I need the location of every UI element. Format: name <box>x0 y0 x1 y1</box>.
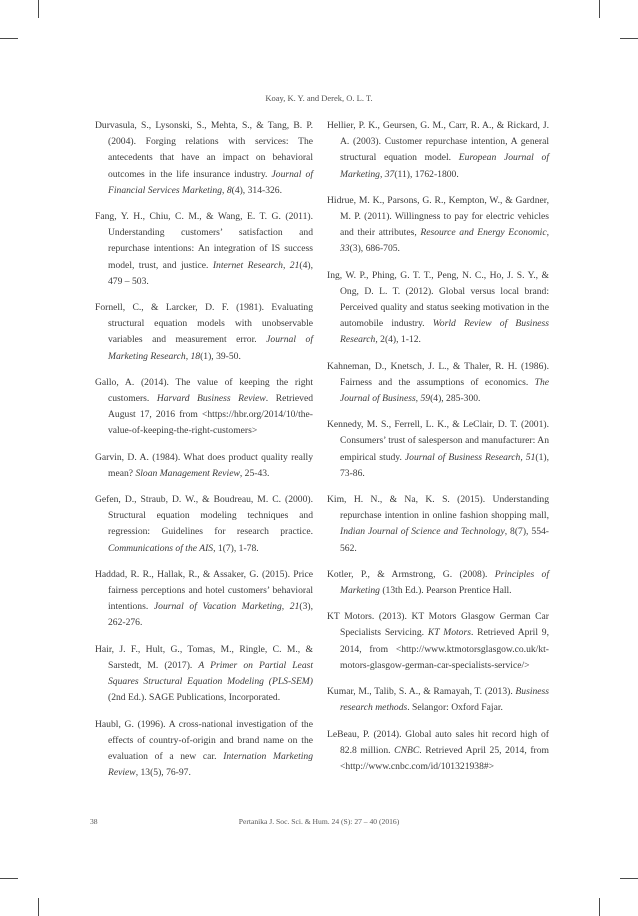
reference-details: (4), 479 – 503. <box>108 259 313 287</box>
reference-details: (1), 73-86. <box>340 451 549 479</box>
journal-citation: Pertanika J. Soc. Sci. & Hum. 24 (S): 27 – 40 (2016) <box>238 817 400 826</box>
reference-details: (4), 314-326. <box>231 184 282 196</box>
reference-details: , 25-43. <box>239 467 270 479</box>
reference-details: . Selangor: Oxford Fajar. <box>407 702 503 714</box>
reference-text: KT Motors. (2013). KT Motors Glasgow German Car Specialists Servicing. <box>327 611 549 639</box>
reference-entry <box>95 450 313 482</box>
reference-text: Kahneman, D., Knetsch, J. L., & Thaler, R. H. (1986). Fairness and the assumptions of economics. <box>327 360 549 388</box>
reference-entry <box>95 492 313 557</box>
reference-source-title: Journal of Marketing Research, 18 <box>108 334 313 362</box>
reference-text: Fornell, C., & Larcker, D. F. (1981). Evaluating structural equation models with unobservable variables and measurement error. <box>95 302 313 346</box>
reference-details: , 2(4), 1-12. <box>375 334 421 346</box>
reference-entry <box>95 375 313 440</box>
reference-source-title: CNBC <box>394 744 420 756</box>
crop-mark <box>620 38 638 39</box>
crop-mark <box>599 898 600 916</box>
reference-details: (11), 1762-1800. <box>394 168 459 180</box>
reference-entry <box>327 268 549 349</box>
references-left-column <box>95 118 313 791</box>
reference-source-title: Internet Research, 21 <box>212 259 300 271</box>
references-right-column <box>327 118 549 785</box>
reference-source-title: A Primer on Partial Least Squares Structural Equation Modeling (PLS-SEM) <box>108 659 314 688</box>
reference-source-title: Communications of the AIS <box>108 542 214 554</box>
reference-entry <box>95 118 313 199</box>
reference-entry <box>95 567 313 632</box>
reference-source-title: Indian Journal of Science and Technology <box>340 526 505 538</box>
reference-entry <box>327 359 549 408</box>
crop-mark <box>0 38 18 39</box>
reference-details: . Retrieved August 17, 2016 from <https://hbr.org/2014/10/the-value-of-keeping-the-right-customers> <box>108 393 313 437</box>
reference-details: (4), 285-300. <box>430 393 481 405</box>
reference-text: Hellier, P. K., Geursen, G. M., Carr, R. A., & Rickard, J. A. (2003). Customer repurchase intention, A general structural equation model. <box>327 120 549 164</box>
reference-text: Durvasula, S., Lysonski, S., Mehta, S., & Tang, B. P. (2004). Forging relations with services: The antecedents that have an impact on behavioral outcomes in the life insurance industry. <box>95 120 313 180</box>
reference-source-title: Journal of Business Research, 51 <box>404 451 536 463</box>
page-number: 38 <box>90 817 98 826</box>
reference-text: Hair, J. F., Hult, G., Tomas, M., Ringle, C. M., & Sarstedt, M. (2017). <box>95 643 313 671</box>
reference-source-title: Sloan Management Review <box>135 467 240 479</box>
reference-entry <box>327 727 549 776</box>
reference-text: Kumar, M., Talib, S. A., & Ramayah, T. (2013). <box>327 686 516 698</box>
reference-source-title: Resource and Energy Economic, 33 <box>340 227 549 255</box>
reference-source-title: European Journal of Marketing, 37 <box>340 152 549 180</box>
reference-text: Gallo, A. (2014). The value of keeping the right customers. <box>95 376 313 405</box>
crop-mark <box>38 0 39 18</box>
crop-mark <box>620 878 638 879</box>
reference-details: (2nd Ed.). SAGE Publications, Incorporated. <box>108 692 281 704</box>
reference-source-title: Journal of Vacation Marketing, 21 <box>153 601 300 613</box>
reference-details: . Retrieved April 25, 2014, from <http://www.cnbc.com/id/101321938#> <box>340 744 550 772</box>
reference-source-title: Business research methods <box>340 686 549 714</box>
reference-source-title: Internation Marketing Review <box>108 750 314 779</box>
crop-mark <box>599 0 600 18</box>
reference-text: Garvin, D. A. (1984). What does product quality really mean? <box>95 451 313 479</box>
reference-details: , 1(7), 1-78. <box>213 542 259 554</box>
reference-text: Haddad, R. R., Hallak, R., & Assaker, G. (2015). Price fairness perceptions and hotel customers’ behavioral intentions. <box>95 568 313 613</box>
reference-text: Fang, Y. H., Chiu, C. M., & Wang, E. T. G. (2011). Understanding customers’ satisfaction and repurchase intentions: An integration of IS success model, trust, and justice. <box>95 211 313 271</box>
reference-entry <box>327 417 549 482</box>
reference-source-title: Journal of Financial Services Marketing, 8 <box>108 168 313 196</box>
crop-mark <box>0 878 18 879</box>
running-head: Koay, K. Y. and Derek, O. L. T. <box>265 93 373 103</box>
reference-entry <box>327 492 549 557</box>
reference-source-title: World Review of Business Research <box>340 318 549 346</box>
reference-source-title: The Journal of Business, 59 <box>340 376 549 405</box>
reference-details: , 13(5), 76-97. <box>135 767 191 779</box>
reference-details: . Retrieved April 9, 2014, from <http://www.ktmotorsglasgow.co.uk/kt-motors-glasgow-german-car-specialists-service/> <box>340 627 550 671</box>
reference-text: Haubl, G. (1996). A cross-national investigation of the effects of country-of-origin and brand name on the evaluation of a new car. <box>95 718 313 762</box>
reference-entry <box>95 642 313 707</box>
reference-source-title: Principles of Marketing <box>340 568 550 597</box>
reference-text: Kim, H. N., & Na, K. S. (2015). Understanding repurchase intention in online fashion shopping mall, <box>327 494 549 522</box>
reference-details: , 8(7), 554-562. <box>340 526 549 554</box>
reference-text: Gefen, D., Straub, D. W., & Boudreau, M. C. (2000). Structural equation modeling techniques and regression: Guidelines for research practice. <box>95 494 313 538</box>
reference-entry <box>327 567 549 599</box>
reference-details: (1), 39-50. <box>200 350 241 362</box>
reference-text: Hidrue, M. K., Parsons, G. R., Kempton, W., & Gardner, M. P. (2011). Willingness to pay for electric vehicles and their attributes, <box>327 194 549 239</box>
reference-source-title: KT Motors <box>427 627 471 639</box>
reference-details: (13th Ed.). Pearson Prentice Hall. <box>379 585 512 597</box>
reference-text: Kotler, P., & Armstrong, G. (2008). <box>327 568 495 580</box>
reference-details: (3), 262-276. <box>108 601 313 629</box>
reference-entry <box>95 209 313 290</box>
reference-entry <box>327 193 549 258</box>
reference-entry <box>95 300 313 365</box>
reference-text: Ing, W. P., Phing, G. T. T., Peng, N. C., Ho, J. S. Y., & Ong, D. L. T. (2012). Global versus local brand: Perceived quality and status seeking motivation in the automobile industry. <box>327 269 549 330</box>
reference-text: Kennedy, M. S., Ferrell, L. K., & LeClair, D. T. (2001). Consumers’ trust of salesperson and manufacturer: An empirical study. <box>327 419 549 463</box>
reference-entry <box>327 609 549 674</box>
reference-source-title: Harvard Business Review <box>156 393 266 405</box>
reference-details: (3), 686-705. <box>349 243 400 255</box>
reference-text: LeBeau, P. (2014). Global auto sales hit record high of 82.8 million. <box>327 728 549 756</box>
crop-mark <box>38 898 39 916</box>
reference-entry <box>327 118 549 183</box>
reference-entry <box>327 684 549 716</box>
reference-entry <box>95 717 313 782</box>
